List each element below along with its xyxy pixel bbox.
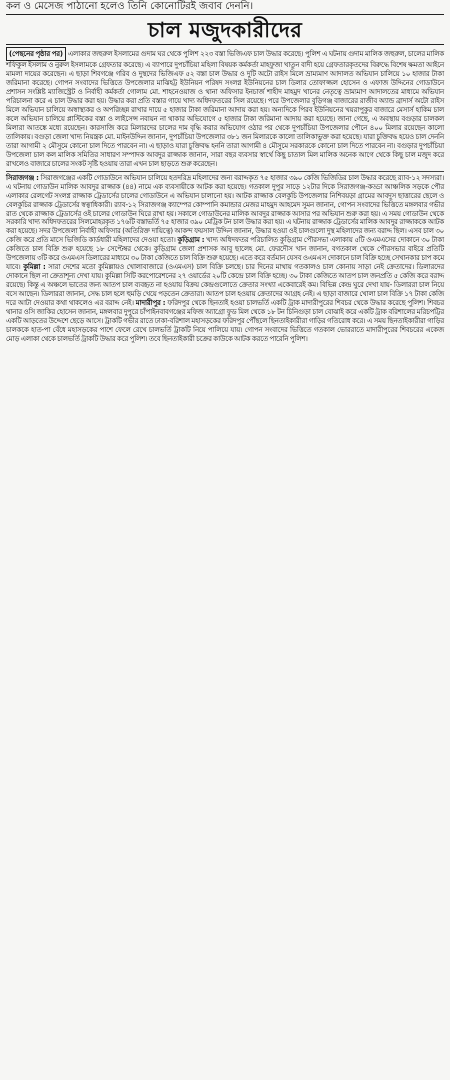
section-divider <box>6 171 444 172</box>
section-sirajganj <box>6 174 444 344</box>
dateline-madaripur: মাদারীপুর : <box>135 299 166 308</box>
article-body <box>6 47 444 344</box>
dateline-cumilla: কুমিল্লা : <box>23 263 46 272</box>
headline: চাল মজুদকারীদের <box>147 17 303 42</box>
headline-divider <box>6 44 444 45</box>
section-text: ফরিদপুর থেকে ছিনতাই হওয়া চালভর্তি একটি ট্রাক মাদারীপুরের শিবচর থেকে উদ্ধার করেছে পুলিশ। শিবচর থানার ওসি জাকির হোসেন জানান, মঙ্গলবার দুপুরে চাঁপাইনবাবগঞ্জের মফিজ অ্যাগ্রো ফুড মিল থেকে ১৮ টন চিনিগুড়া চাল বোঝাই করে একটি ট্রাক বরিশালের মরিচপট্টির একটি আড়তের উদ্দেশে ছেড়ে আসে। ট্রাকটি গভীর রাতে ঢাকা-বরিশাল মহাসড়কের ফরিদপুর পৌঁছলে ছিনতাইকারীরা গাড়ির গতিরোধ করে। এ সময় ছিনতাইকারীরা গাড়ির চালককে হাত-পা বেঁধে মহাসড়কের পাশে ফেলে রেখে চালভর্তি ট্রাকটি নিয়ে পালিয়ে যায়। গোপন সংবাদের ভিত্তিতে গতকাল ভোররাতে মাদারীপুরের শিবচরের একেজ মোড় এলাকা থেকে চালভর্তি ট্রাকটি উদ্ধার করে পুলিশ। তবে ছিনতাইকারী চক্রের কাউকে আটক করতে পারেনি পুলিশ। <box>6 299 444 344</box>
previous-article-tail: কল ও মেসেজ পাঠানো হলেও তিনি কোনোটিরই জবাব দেননি। <box>6 0 444 15</box>
section-text: খাদ্য অধিদফতর পরিচালিত কুড়িগ্রাম পৌরসভা এলাকায় ৫টি ওএমএসের দোকানে ৩০ টাকা কেজিতে চাল বিক্রি শুরু হয়েছে ১৮ সেপ্টেম্বর থেকে। কুড়িগ্রাম জেলা প্রশাসক আবু ছালেহ মো. ফেরদৌস খান জানান, বগতকাল থেকে পৌরসভার বাইরে প্রতিটি উপজেলায় ৩টি করে ওএমএস ডিলারের মাধ্যমে ৩০ টাকা কেজিতে চাল বিক্রি শুরু হয়েছে। এতে করে বর্তমান যেসব ওএমএস দোকানে চাল বিক্রি হচ্ছে সেখানকার চাপ কমে যাবে। <box>6 236 445 272</box>
dateline-kurigram: কুড়িগ্রাম : <box>177 236 205 245</box>
lead-paragraph <box>6 47 444 169</box>
dateline-sirajganj: সিরাজগঞ্জ : <box>6 173 39 182</box>
section-text: সারা দেশের মতো কুমিল্লায়ও খোলাবাজারে (ওএমএস) চাল বিক্রি চলছে। চার দিনের মাথায় গতকালও চাল কোনায় সাড়া নেই ক্রেতাদের। ডিলারদের দোকানে ছিল না ক্রেতাশূন্য দেখা যায়। কুমিল্লা সিটি করপোরেশনের ২৭ ওয়ার্ডের ২০টি কেন্দ্রে চাল বিক্রি হচ্ছে। ৩০ টাকা কেজিতে আতপ চাল জনপ্রতি ৫ কেজি করে বরাদ্দ রয়েছে। কিন্তু এ অঞ্চলে ভাতের জন্য আতপ চাল ব্যবহৃত না হওয়ায় বিক্রয় কেন্দ্রগুলোতে ক্রেতার সংখ্যা একেবারেই কম। বিভিন্ন কেন্দ্র ঘুরে দেখা যায়- ডিলাররা চাল নিয়ে বসে আছেন। ডিলাররা জানান, সেদ্ধ চাল হলে হুমড়ি খেয়ে পড়তেন ক্রেতারা। আতপ চাল হওয়ায় ক্রেতাদের আগ্রহ নেই। এ ছাড়া বাজারে খোলা চাল বিক্রি ১৭ টাকা কেজি দরে আটা দেওয়ার কথা থাকলেও এর বরাদ্দ নেই। <box>6 263 444 308</box>
lead-text: এলাকার জহুরুল ইসলামের গুদাম ঘর থেকে পুলিশ ২২৩ বস্তা ভিজিএফ চাল উদ্ধার করেছে। পুলিশ এ ঘটনায় গুদাম মালিক জহুরুল, চালের মালিক শফিকুল ইসলাম ও নুরুল ইসলামকে গ্রেফতার করেছে। এ ব্যাপারে দুপচাঁচিয়া মহিলা বিষয়ক কর্মকর্তা মাহফুজা খাতুন বাদী হয়ে গ্রেফতারকৃতদের বিরুদ্ধে বিশেষ ক্ষমতা আইনে মামলা দায়ের করেছেন। এ ছাড়া শিবগঞ্জে গরিব ও দুস্থদের ভিজিএফ ৫২ বস্তা চাল উদ্ধার ও দুটি অটো রাইস মিলে ভ্রাম্যমাণ আদালত অভিযান চালিয়ে ১০ হাজার টাকা জরিমানা করেছে। গোপন সংবাদের ভিত্তিতে উপজেলার মাঝিহট্ট ইউনিয়ন পরিষদ সংলগ্ন ইউনিয়নের চাল ডিলার তোফাজ্জল হোসেন ও এফাজ উদ্দিনের গোডাউনে প্রশাসন সংশ্লিষ্ট ম্যাজিস্ট্রেট ও নির্বাহী কর্মকর্তা গোলাম মো. শাহনেওয়াজ ও থানা অফিসার ইনচার্জ শাহীদ মাহমুদ খানের নেতৃত্বে ভ্রাম্যমাণ আদালতের মাধ্যমে অভিযান পরিচালনা করে এ চাল উদ্ধার করা হয়। উদ্ধার করা প্রতি বস্তার গায়ে খাদ্য অধিদফতরের সিল রয়েছে। পরে উপজেলার বুড়িগঞ্জ বাজারের রাজীব অ্যান্ড ব্রাদার্স অটো রাইস মিলে অভিযান চালিয়ে অস্বাস্থ্যকর ও অপরিচ্ছন্ন রাখার দায়ে ৫ হাজার টাকা জরিমানা আদায় করা হয়। অন্যদিকে পিরব ইউনিয়নের খয়রাপুকুর বাজারে মেসার্স হাকিম চাল কলে অভিযান চালিয়ে প্লাস্টিকের বস্তা ও লাইসেন্স নবায়ন না থাকার অভিযোগে ৫ হাজার টাকা জরিমানা আদায় করা হয়েছে। জানা গেছে, এ অবস্থায় বগুড়ার চালকল মিলারা আতঙ্কে মধ্যে রয়েছেন। কারসাজি করে মিলারদের চালের দাম বৃদ্ধি করার অভিযোগ ওঠার পর থেকে দুপচাঁচিয়া উপজেলার পৌনে ৪০০ মিলার রয়েছেন কালো তালিকায়। বগুড়া জেলা খাদ্য নিয়ন্ত্রক মো. মাইনউদ্দিন জানান, দুপচাঁচিয়া উপজেলার ৩৮১ জন মিলারকে কালো তালিকাভুক্ত করা হয়েছে। যারা চুক্তিবদ্ধ হয়েও চাল দেননি তারা আগামী ২ মৌসুমে কোনো চাল দিতে পারবেন না। এ ছাড়াও যারা চুক্তিবদ্ধ হননি তারা আগামী ৪ মৌসুমে সরকারকে কোনো চাল দিতে পারবেন না। বগুড়ার দুপচাঁচিয়া উপজেলা চাল কল মালিক সমিতির সাধারণ সম্পাদক আবদুর রাজ্জাক জানান, সারা বছর ব্যবসার স্বার্থে কিছু চাতাল মিল মালিক অনেক আগে থেকে কিছু চাল মজুদ করে রাখলেও বাজারে চালের সংকট সৃষ্টি হওয়ায় তারা এখন চাল ছাড়তে শুরু করেছেন। <box>6 50 444 168</box>
section-text: সিরাজগঞ্জের একটি গোডাউনে অভিযান চালিয়ে হতদরিদ্র মহিলাদের জন্য বরাদ্দকৃত ৭৫ হাজার ৩৯০ কেজি ভিজিডির চাল উদ্ধার করেছে র‍্যাব-১২ সদস্যরা। এ ঘটনায় গোডাউন মালিক আবদুর রাজ্জাক (৪৪) নামে এক ব্যবসায়ীকে আটক করা হয়েছে। গতকাল দুপুর সাড়ে ১২টার দিকে সিরাজগঞ্জ-কড্ডা আঞ্চলিক সড়কে পৌর এলাকার রেলগেট সংলগ্ন রাজ্জাক ট্রেডার্সের চালের গোডাউনে এ অভিযান চালানো হয়। আটক রাজ্জাক বেলকুচি উপজেলার নিশিবয়ড়া গ্রামের আবদুস ছাত্তারের ছেলে ও বেলকুচির রাজ্জাক ট্রেডার্সের স্বত্বাধিকারী। র‍্যাব-১২ সিরাজগঞ্জ ক্যাম্পের কোম্পানি কমান্ডার মেজর মাহমুদ আহমেদ সুমন জানান, গোপন সংবাদের ভিত্তিতে মঙ্গলবার গভীর রাত থেকে রাজ্জাক ট্রেডার্সের ওই চালের গোডাউন ঘিরে রাখা হয়। সকালে গোডাউনের মালিক আবদুর রাজ্জাক আসার পর অভিযান শুরু করা হয়। এ সময় গোডাউন থেকে সরকারি খাদ্য অধিদফতরের সিলমোহরকৃত ১৭৬টি বস্তাভর্তি ৭৫ হাজার ৩৯০ মেট্রিক টন চাল উদ্ধার করা হয়। এ ঘটনায় রাজ্জাক ট্রেডার্সের মালিক আবদুর রাজ্জাককে আটক করা হয়েছে। সদর উপজেলা নির্বাহী অফিসার (অতিরিক্ত দায়িত্বে) আকন্দ ফয়সাল উদ্দিন জানান, উদ্ধার হওয়া ওই চালগুলো দুস্থ মহিলাদের জন্য বরাদ্দ ছিল। এসব চাল ৩০ কেজি করে প্রতি মাসে ভিজিডি কার্ডধারী মহিলাদের দেওয়া হতো। <box>6 173 445 245</box>
continuation-tag: (পেছনের পৃষ্ঠার পর) <box>6 47 66 61</box>
